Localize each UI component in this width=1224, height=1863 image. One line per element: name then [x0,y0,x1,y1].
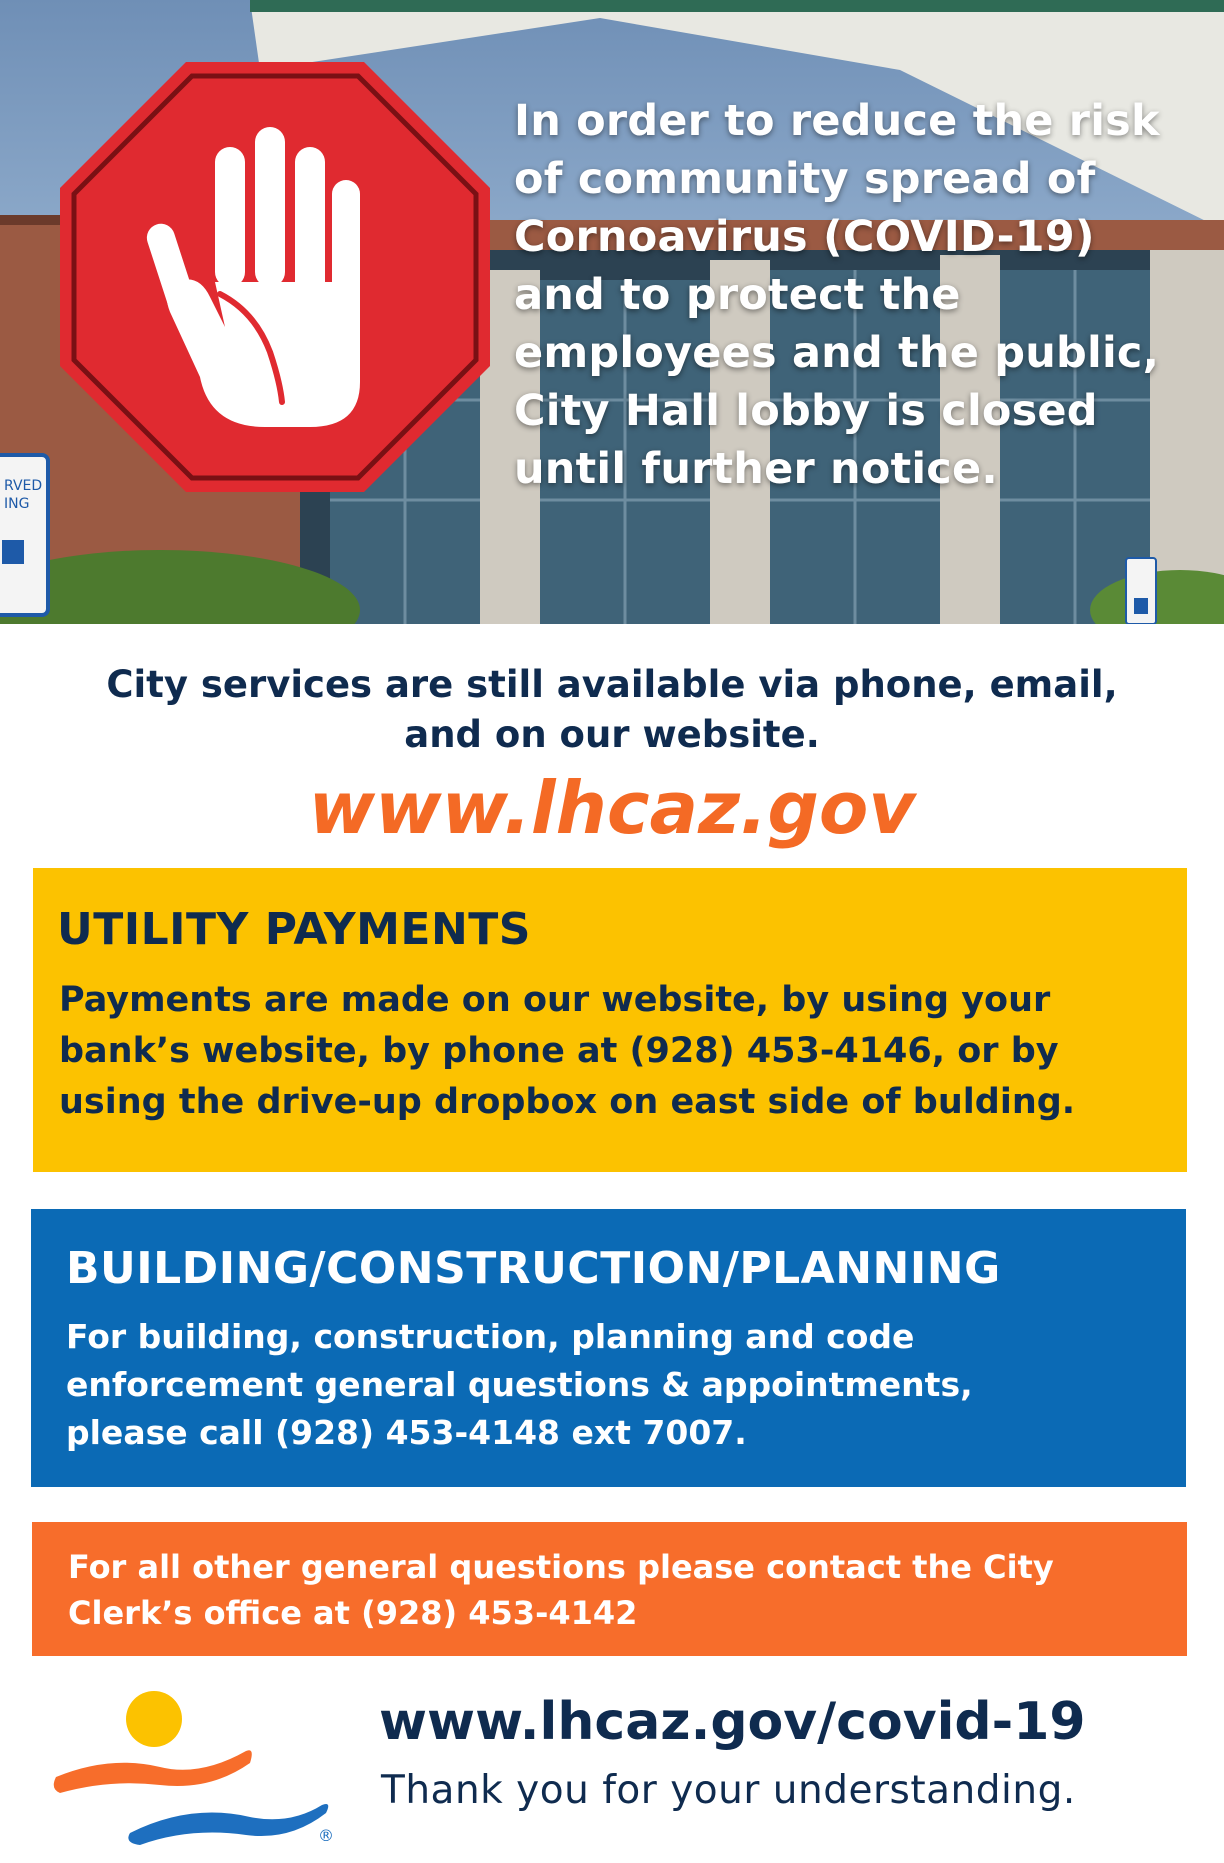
stop-hand-icon [60,62,490,492]
general-questions-body [68,1544,1168,1636]
notice-line: and to protect the [514,270,961,320]
utility-payments-body [59,975,1169,1128]
body-line: using the drive-up dropbox on east side of bulding. [59,1082,1076,1122]
services-availability [0,660,1224,760]
general-questions-panel [32,1522,1187,1656]
body-line: Payments are made on our website, by using your [59,980,1051,1020]
body-line: please call (928) 453-4148 ext 7007. [66,1413,747,1452]
svg-text:ING: ING [4,496,30,512]
covid-page-link[interactable]: www.lhcaz.gov/covid-19 [379,1692,1086,1752]
services-line: and on our website. [404,713,820,756]
closure-notice [514,92,1204,498]
building-title: BUILDING/CONSTRUCTION/PLANNING [66,1243,1001,1294]
notice-line: In order to reduce the risk [514,96,1160,146]
city-logo-icon [50,1685,350,1845]
body-line: Clerk’s office at (928) 453-4142 [68,1594,638,1632]
website-link[interactable]: www.lhcaz.gov [308,766,916,850]
notice-line: Cornoavirus (COVID-19) [514,212,1095,262]
hero-banner [0,0,1224,624]
notice-line: City Hall lobby is closed [514,386,1098,436]
utility-payments-panel [33,868,1187,1172]
svg-text:®: ® [318,1826,334,1845]
body-line: For building, construction, planning and code [66,1317,915,1356]
svg-text:RVED: RVED [4,478,43,494]
body-line: For all other general questions please contact the City [68,1548,1054,1586]
services-line: City services are still available via phone, email, [106,663,1118,706]
body-line: enforcement general questions & appointments, [66,1365,973,1404]
notice-line: until further notice. [514,444,998,494]
building-panel [31,1209,1186,1487]
notice-line: of community spread of [514,154,1096,204]
body-line: bank’s website, by phone at (928) 453-4146, or by [59,1031,1059,1071]
thank-you-message: Thank you for your understanding. [381,1768,1076,1813]
notice-line: employees and the public, [514,328,1160,378]
utility-payments-title: UTILITY PAYMENTS [57,904,531,955]
building-body [66,1313,1166,1457]
